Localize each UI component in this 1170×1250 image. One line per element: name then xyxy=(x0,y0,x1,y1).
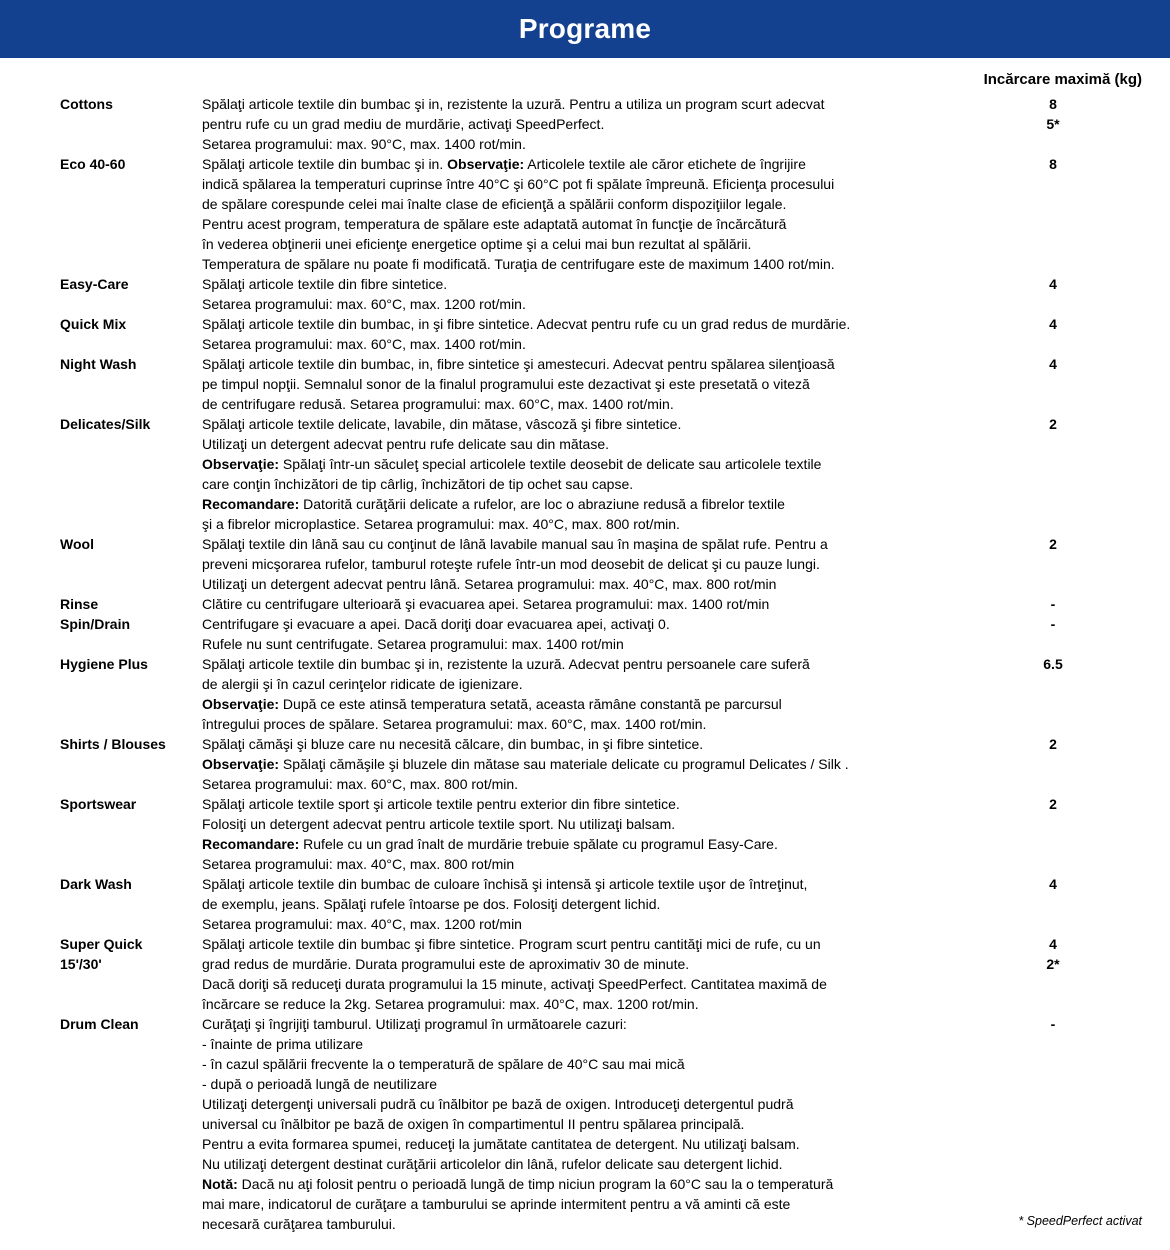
program-description-line: Setarea programului: max. 40°C, max. 1200 rot/min xyxy=(202,916,522,932)
program-description-line: Recomandare: Rufele cu un grad înalt de murdărie trebuie spălate cu programul Easy-Care. xyxy=(202,836,778,852)
program-description-line: şi a fibrelor microplastice. Setarea programului: max. 40°C, max. 800 rot/min. xyxy=(202,516,680,532)
program-line-row xyxy=(60,1034,1170,1054)
program-description-line: întregului proces de spălare. Setarea programului: max. 60°C, max. 1400 rot/min. xyxy=(202,716,707,732)
program-line-row xyxy=(60,994,1170,1014)
program-name: 15'/30' xyxy=(60,956,102,972)
max-load-value: 2 xyxy=(1049,736,1057,752)
page-header-bar xyxy=(0,0,1170,58)
program-line-row xyxy=(60,934,1170,954)
program-description-line: în vederea obţinerii unei eficienţe energetice optime şi a celui mai bun rezultat al spălării. xyxy=(202,236,752,252)
program-description-line: Observaţie: Spălaţi într-un săculeţ special articolele textile deosebit de delicate sau articolele textile xyxy=(202,456,822,472)
program-line-row xyxy=(60,254,1170,274)
program-description-line: Pentru a evita formarea spumei, reduceţi la jumătate cantitatea de detergent. Nu utilizaţi balsam. xyxy=(202,1136,800,1152)
program-description-line: Observaţie: După ce este atinsă temperatura setată, aceasta rămâne constantă pe parcursul xyxy=(202,696,782,712)
program-line-row xyxy=(60,494,1170,514)
program-description-line: mai mare, indicatorul de curăţare a tamburului se aprinde intermitent pentru a vă aminti că este xyxy=(202,1196,791,1212)
program-line-row xyxy=(60,474,1170,494)
program-description-line: Utilizaţi un detergent adecvat pentru rufe delicate sau din mătase. xyxy=(202,436,610,452)
max-load-value: 4 xyxy=(1049,876,1057,892)
max-load-value: 4 xyxy=(1049,276,1057,292)
program-description-line: Setarea programului: max. 60°C, max. 1200 rot/min. xyxy=(202,296,526,312)
max-load-value: 4 xyxy=(1049,356,1057,372)
program-line-row xyxy=(60,234,1170,254)
program-description-line: Dacă doriţi să reduceţi durata programului la 15 minute, activaţi SpeedPerfect. Cantitatea maximă de xyxy=(202,976,827,992)
program-line-row xyxy=(60,1114,1170,1134)
speedperfect-footnote: * SpeedPerfect activat xyxy=(1018,1214,1142,1228)
program-description-line: Nu utilizaţi detergent destinat curăţării articolelor din lână, rufelor delicate sau detergent lichid. xyxy=(202,1156,783,1172)
program-name: Hygiene Plus xyxy=(60,656,148,672)
program-name: Cottons xyxy=(60,96,113,112)
program-line-row xyxy=(60,134,1170,154)
program-line-row xyxy=(60,614,1170,634)
program-name: Night Wash xyxy=(60,356,137,372)
program-name: Super Quick xyxy=(60,936,143,952)
program-description-line: Spălaţi articole textile din bumbac şi in. Observaţie: Articolele textile ale căror etichete de îngrijire xyxy=(202,156,806,172)
program-line-row xyxy=(60,814,1170,834)
page-title: Programe xyxy=(518,13,652,44)
program-line-row xyxy=(60,674,1170,694)
program-line-row xyxy=(60,774,1170,794)
program-description-line: - în cazul spălării frecvente la o temperatură de spălare de 40°C sau mai mică xyxy=(202,1056,685,1072)
program-description-line: Recomandare: Datorită curăţării delicate a rufelor, are loc o abraziune redusă a fibrelor textile xyxy=(202,496,785,512)
program-name: Wool xyxy=(60,536,94,552)
program-line-row xyxy=(60,954,1170,974)
program-name: Sportswear xyxy=(60,796,137,812)
program-description-line: grad redus de murdărie. Durata programului este de aproximativ 30 de minute. xyxy=(202,956,690,972)
program-line-row xyxy=(60,94,1170,114)
program-description-line: Spălaţi articole textile din fibre sintetice. xyxy=(202,276,448,292)
program-description-line: Spălaţi articole textile din bumbac, in şi fibre sintetice. Adecvat pentru rufe cu un grad redus de murdărie. xyxy=(202,316,851,332)
program-line-row xyxy=(60,634,1170,654)
max-load-value: 5* xyxy=(1046,116,1060,132)
program-description-line: universal cu înălbitor pe bază de oxigen în compartimentul II pentru spălarea principală. xyxy=(202,1116,745,1132)
program-description-line: Clătire cu centrifugare ulterioară şi evacuarea apei. Setarea programului: max. 1400 rot/min xyxy=(202,596,770,612)
program-line-row xyxy=(60,714,1170,734)
program-description-line: de centrifugare redusă. Setarea programului: max. 60°C, max. 1400 rot/min. xyxy=(202,396,674,412)
program-description-line: Spălaţi articole textile din bumbac, in, fibre sintetice şi amestecuri. Adecvat pentru spălarea silenţioasă xyxy=(202,356,835,372)
program-description-line: Setarea programului: max. 90°C, max. 1400 rot/min. xyxy=(202,136,526,152)
max-load-value: 8 xyxy=(1049,156,1057,172)
program-description-line: - înainte de prima utilizare xyxy=(202,1036,364,1052)
program-description-line: Curăţaţi şi îngrijiţi tamburul. Utilizaţi programul în următoarele cazuri: xyxy=(202,1016,627,1032)
program-line-row xyxy=(60,154,1170,174)
program-line-row xyxy=(60,574,1170,594)
program-description-line: indică spălarea la temperaturi cuprinse între 40°C şi 60°C pot fi spălate împreună. Eficienţa procesului xyxy=(202,176,835,192)
program-description-line: Spălaţi cămăşi şi bluze care nu necesită călcare, din bumbac, in şi fibre sintetice. xyxy=(202,736,704,752)
max-load-value: - xyxy=(1050,616,1056,632)
program-description-line: pe timpul nopţii. Semnalul sonor de la finalul programului este dezactivat şi este presetată o viteză xyxy=(202,376,810,392)
program-line-row xyxy=(60,1154,1170,1174)
program-description-line: care conţin închizători de tip cârlig, închizători de tip ochet sau capse. xyxy=(202,476,634,492)
program-line-row xyxy=(60,214,1170,234)
program-line-row xyxy=(60,374,1170,394)
program-description-line: Folosiţi un detergent adecvat pentru articole textile sport. Nu utilizaţi balsam. xyxy=(202,816,676,832)
program-line-row xyxy=(60,174,1170,194)
program-line-row xyxy=(60,894,1170,914)
program-line-row xyxy=(60,734,1170,754)
program-description-line: încărcare se reduce la 2kg. Setarea programului: max. 40°C, max. 1200 rot/min. xyxy=(202,996,699,1012)
max-load-column-header: Incărcare maximă (kg) xyxy=(983,71,1142,88)
program-description-line: pentru rufe cu un grad mediu de murdărie, activaţi SpeedPerfect. xyxy=(202,116,605,132)
program-name: Easy-Care xyxy=(60,276,129,292)
program-line-row xyxy=(60,1054,1170,1074)
program-description-line: Setarea programului: max. 40°C, max. 800 rot/min xyxy=(202,856,515,872)
program-description-line: Centrifugare şi evacuare a apei. Dacă doriţi doar evacuarea apei, activaţi 0. xyxy=(202,616,670,632)
program-description-line: necesară curăţarea tamburului. xyxy=(202,1216,396,1232)
program-description-line: Spălaţi articole textile din bumbac şi fibre sintetice. Program scurt pentru cantităţi mici de rufe, cu un xyxy=(202,936,821,952)
program-description-line: Spălaţi articole textile delicate, lavabile, din mătase, vâscoză şi fibre sintetice. xyxy=(202,416,682,432)
program-name: Quick Mix xyxy=(60,316,127,332)
program-line-row xyxy=(60,414,1170,434)
max-load-value: 8 xyxy=(1049,96,1057,112)
program-line-row xyxy=(60,854,1170,874)
program-list xyxy=(60,94,1170,1234)
program-line-row xyxy=(60,434,1170,454)
program-line-row xyxy=(60,594,1170,614)
program-line-row xyxy=(60,1014,1170,1034)
program-line-row xyxy=(60,534,1170,554)
max-load-value: 2* xyxy=(1046,956,1060,972)
program-line-row xyxy=(60,274,1170,294)
program-name: Eco 40-60 xyxy=(60,156,126,172)
program-description-line: de exemplu, jeans. Spălaţi rufele întoarse pe dos. Folosiţi detergent lichid. xyxy=(202,896,661,912)
program-description-line: Utilizaţi detergenţi universali pudră cu înălbitor pe bază de oxigen. Introduceţi detergentul pudră xyxy=(202,1096,794,1112)
program-line-row xyxy=(60,454,1170,474)
program-description-line: Pentru acest program, temperatura de spălare este adaptată automat în funcţie de încărcătură xyxy=(202,216,787,232)
program-line-row xyxy=(60,914,1170,934)
program-line-row xyxy=(60,974,1170,994)
max-load-value: 2 xyxy=(1049,796,1057,812)
program-name: Drum Clean xyxy=(60,1016,139,1032)
program-line-row xyxy=(60,794,1170,814)
program-description-line: Utilizaţi un detergent adecvat pentru lână. Setarea programului: max. 40°C, max. 800 rot/min xyxy=(202,576,777,592)
max-load-value: 2 xyxy=(1049,416,1057,432)
program-line-row xyxy=(60,654,1170,674)
max-load-value: - xyxy=(1050,1016,1056,1032)
program-line-row xyxy=(60,1134,1170,1154)
program-line-row xyxy=(60,314,1170,334)
program-description-line: Spălaţi articole textile din bumbac şi in, rezistente la uzură. Adecvat pentru persoanele care suferă xyxy=(202,656,810,672)
program-line-row xyxy=(60,1094,1170,1114)
program-line-row xyxy=(60,354,1170,374)
program-name: Dark Wash xyxy=(60,876,132,892)
program-description-line: Spălaţi articole textile din bumbac şi in, rezistente la uzură. Pentru a utiliza un program scurt adecvat xyxy=(202,96,825,112)
program-description-line: Setarea programului: max. 60°C, max. 800 rot/min. xyxy=(202,776,519,792)
program-line-row xyxy=(60,334,1170,354)
program-description-line: Temperatura de spălare nu poate fi modificată. Turaţia de centrifugare este de maximum 1400 rot/min. xyxy=(202,256,835,272)
program-line-row xyxy=(60,1174,1170,1194)
program-description-line: Rufele nu sunt centrifugate. Setarea programului: max. 1400 rot/min xyxy=(202,636,624,652)
program-line-row xyxy=(60,554,1170,574)
program-description-line: - după o perioadă lungă de neutilizare xyxy=(202,1076,438,1092)
program-line-row xyxy=(60,694,1170,714)
program-line-row xyxy=(60,834,1170,854)
program-name: Delicates/Silk xyxy=(60,416,151,432)
max-load-value: 2 xyxy=(1049,536,1057,552)
program-line-row xyxy=(60,754,1170,774)
max-load-value: 6.5 xyxy=(1043,656,1063,672)
program-line-row xyxy=(60,114,1170,134)
program-line-row xyxy=(60,394,1170,414)
program-line-row xyxy=(60,1194,1170,1214)
program-line-row xyxy=(60,1214,1170,1234)
program-description-line: preveni micşorarea rufelor, tamburul roteşte rufele într-un mod deosebit de delicat şi cu pauze lungi. xyxy=(202,556,820,572)
program-line-row xyxy=(60,1074,1170,1094)
program-line-row xyxy=(60,194,1170,214)
program-line-row xyxy=(60,294,1170,314)
program-name: Shirts / Blouses xyxy=(60,736,166,752)
program-name: Rinse xyxy=(60,596,99,612)
program-description-line: Spălaţi textile din lână sau cu conţinut de lână lavabile manual sau în maşina de spălat rufe. Pentru a xyxy=(202,536,828,552)
program-description-line: Notă: Dacă nu aţi folosit pentru o perioadă lungă de timp niciun program la 60°C sau la o temperatură xyxy=(202,1176,834,1192)
program-line-row xyxy=(60,514,1170,534)
program-description-line: de spălare corespunde celei mai înalte clase de eficienţă a spălării conform dispoziţiilor legale. xyxy=(202,196,787,212)
program-description-line: Setarea programului: max. 60°C, max. 1400 rot/min. xyxy=(202,336,526,352)
max-load-value: - xyxy=(1050,596,1056,612)
max-load-value: 4 xyxy=(1049,936,1057,952)
program-name: Spin/Drain xyxy=(60,616,131,632)
program-description-line: Observaţie: Spălaţi cămăşile şi bluzele din mătase sau materiale delicate cu programul Delicates / Silk . xyxy=(202,756,849,772)
program-line-row xyxy=(60,874,1170,894)
program-description-line: de alergii şi în cazul cerinţelor ridicate de igienizare. xyxy=(202,676,523,692)
max-load-value: 4 xyxy=(1049,316,1057,332)
program-description-line: Spălaţi articole textile din bumbac de culoare închisă şi intensă şi articole textile uşor de întreţinut, xyxy=(202,876,808,892)
program-description-line: Spălaţi articole textile sport şi articole textile pentru exterior din fibre sintetice. xyxy=(202,796,680,812)
